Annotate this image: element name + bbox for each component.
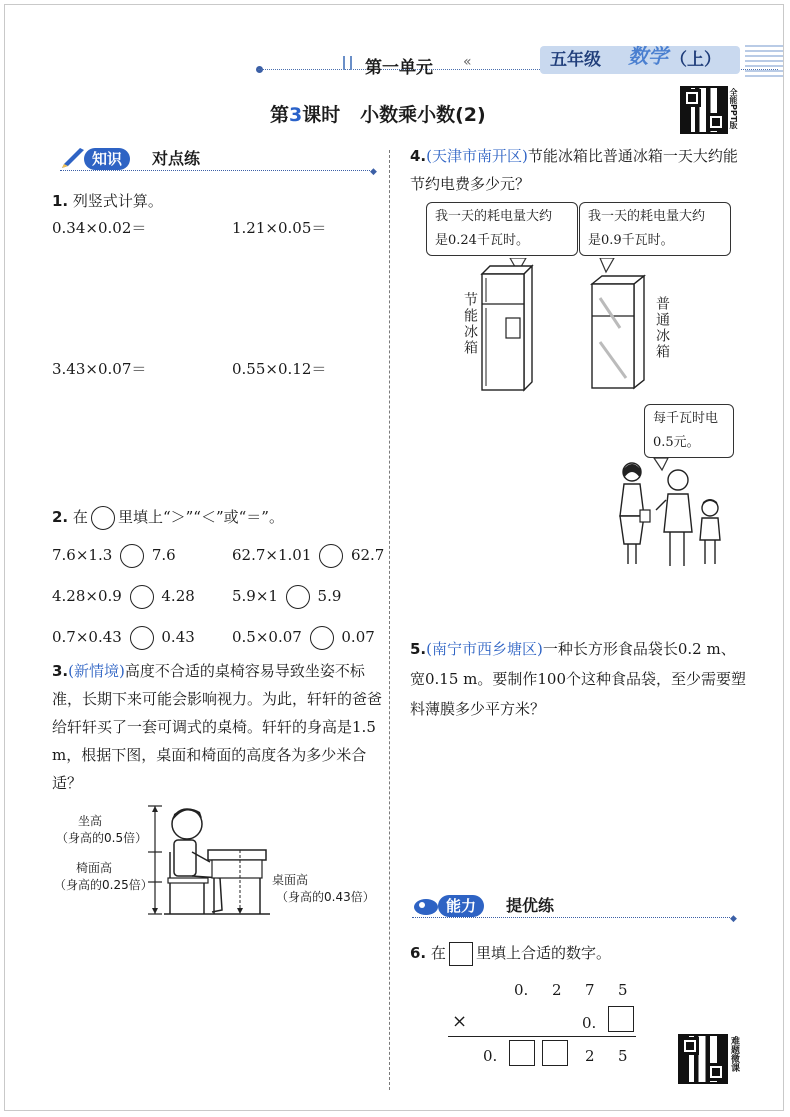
q1-prompt: 1. 列竖式计算。 (52, 192, 163, 210)
unit-marker-icon (343, 56, 352, 70)
grade-banner (540, 46, 740, 74)
section-rule (412, 917, 730, 918)
term-label: （上） (670, 50, 721, 70)
section-label: 对点练 (152, 149, 201, 168)
q5-source: (南宁市西乡塘区) (426, 640, 543, 658)
q1-item: 0.55×0.12＝ (232, 360, 327, 378)
qr-code-icon[interactable] (678, 1034, 728, 1084)
section-badge: 知识 (84, 148, 130, 170)
q3-text: 3.(新情境)高度不合适的桌椅容易导致坐姿不标准，长期下来可能会影响视力。为此，轩轩的爸爸给轩轩买了一套可调式的桌椅。轩轩的身高是1.5 m，根据下图，桌面和椅面的高度各为多少米合适？ (52, 662, 383, 792)
unit-arrows-icon: « (463, 54, 472, 70)
grade-label: 五年级 (550, 50, 601, 70)
q6-digit: 2 (585, 1047, 595, 1065)
answer-box[interactable] (608, 1006, 634, 1032)
answer-box-sample (449, 942, 473, 966)
label-chair-height-note: （身高的0.25倍） (54, 878, 153, 892)
q1-item: 3.43×0.07＝ (52, 360, 147, 378)
unit-title: 第一单元 (365, 58, 433, 78)
q6-digit: 0. (582, 1014, 597, 1032)
q2-row: 7.6×1.3 7.6 (52, 543, 176, 568)
q6-digit: 0. (514, 981, 529, 999)
q2-row: 4.28×0.9 4.28 (52, 584, 195, 609)
section-rule-end-icon: ◆ (370, 167, 377, 177)
lesson-title: 第3课时 小数乘小数(2) (270, 104, 486, 126)
q1-item: 0.34×0.02＝ (52, 219, 147, 237)
speech-bubble-energy-saving: 我一天的耗电量大约 是0.24千瓦时。 (426, 202, 578, 256)
label-desk-height-note: （身高的0.43倍） (276, 890, 375, 904)
q2-row: 0.7×0.43 0.43 (52, 625, 195, 650)
column-divider (389, 150, 390, 1090)
q6-prompt: 6. 在 里填上合适的数字。 (410, 940, 611, 966)
q2-row: 5.9×1 5.9 (232, 584, 341, 609)
header-stripes (745, 45, 783, 77)
section-label: 提优练 (506, 896, 555, 915)
section-knowledge (60, 146, 380, 177)
lesson-number: 3 (289, 104, 303, 126)
q2-row: 62.7×1.01 62.7 (232, 543, 384, 568)
answer-circle (91, 506, 115, 530)
q6-digit: 7 (585, 981, 595, 999)
answer-circle[interactable] (120, 544, 144, 568)
answer-circle[interactable] (130, 626, 154, 650)
q6-rule (448, 1036, 636, 1037)
q4-text: 4.(天津市南开区)节能冰箱比普通冰箱一天大约能节约电费多少元？ (410, 147, 738, 193)
rocket-icon (412, 893, 440, 917)
q2-prompt: 2. 在 里填上“＞”“＜”或“＝”。 (52, 505, 284, 530)
q4-source: (天津市南开区) (426, 147, 528, 165)
people-figure (606, 452, 746, 572)
answer-box[interactable] (509, 1040, 535, 1066)
lesson-topic: 小数乘小数(2) (360, 104, 486, 126)
answer-circle[interactable] (310, 626, 334, 650)
subject-label: 数学 (628, 44, 668, 68)
label-chair-height: 椅面高 (76, 861, 113, 875)
q6-digit: 0. (483, 1047, 498, 1065)
qr-caption: 全能PPT版 (729, 88, 738, 130)
section-badge: 能力 (438, 895, 484, 917)
qr-code-icon[interactable] (680, 86, 728, 134)
q3-source: (新情境) (68, 662, 125, 680)
speech-bubble-price: 每千瓦时电 0.5元。 (644, 404, 734, 458)
q6-digit: 5 (618, 1047, 628, 1065)
answer-box[interactable] (542, 1040, 568, 1066)
answer-circle[interactable] (130, 585, 154, 609)
q1-item: 1.21×0.05＝ (232, 219, 327, 237)
q6-digit: 2 (552, 981, 562, 999)
q2-row: 0.5×0.07 0.07 (232, 625, 375, 650)
label-sit-height: 坐高 (78, 814, 103, 828)
q6-times-sign: × (452, 1011, 468, 1032)
label-sit-height-note: （身高的0.5倍） (56, 831, 148, 845)
label-desk-height: 桌面高 (272, 873, 309, 887)
pencil-icon (60, 148, 86, 170)
answer-circle[interactable] (319, 544, 343, 568)
section-rule-end-icon: ◆ (730, 914, 737, 924)
fridge-label-energy-saving: 节能冰箱 (462, 292, 478, 356)
section-rule (60, 170, 370, 171)
section-ability (412, 893, 742, 924)
q5-text: 5.(南宁市西乡塘区)一种长方形食品袋长0.2 m、宽0.15 m。要制作100个这种食品袋，至少需要塑料薄膜多少平方米？ (410, 640, 747, 718)
speech-bubble-regular: 我一天的耗电量大约 是0.9千瓦时。 (579, 202, 731, 256)
q6-digit: 5 (618, 981, 628, 999)
qr-caption: 难题微课 (729, 1036, 739, 1072)
answer-circle[interactable] (286, 585, 310, 609)
fridge-label-regular: 普通冰箱 (654, 296, 670, 360)
